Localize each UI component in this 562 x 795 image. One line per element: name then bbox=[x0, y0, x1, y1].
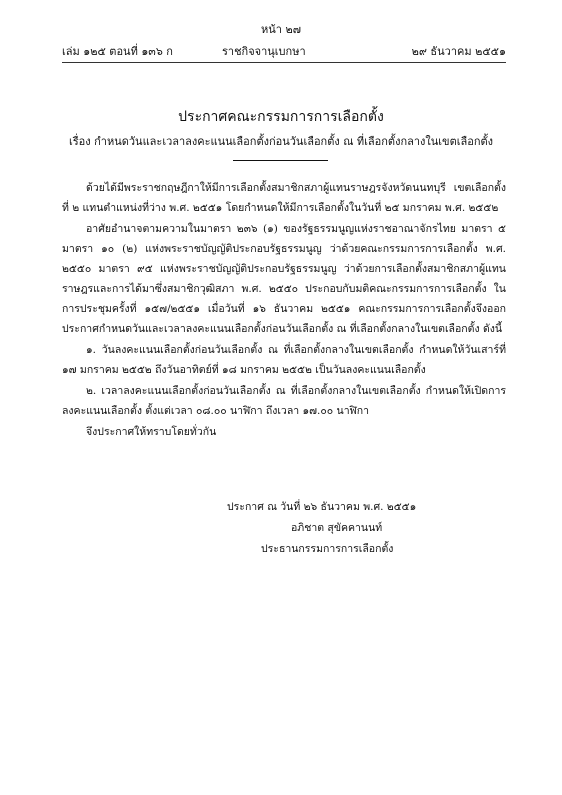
header-rule bbox=[62, 62, 506, 63]
signer-position: ประธานกรรมการการเลือกตั้ง bbox=[261, 543, 394, 555]
page-number: หน้า ๒๗ bbox=[261, 23, 301, 36]
announcement-subject: เรื่อง กำหนดวันและเวลาลงคะแนนเลือกตั้งก่อนวันเลือกตั้ง ณ ที่เลือกตั้งกลางในเขตเลือกตั้ง bbox=[68, 135, 493, 148]
gazette-name: ราชกิจจานุเบกษา bbox=[222, 45, 306, 58]
announced-date: ประกาศ ณ วันที่ ๒๖ ธันวาคม พ.ศ. ๒๕๕๑ bbox=[227, 501, 417, 513]
publication-date: ๒๙ ธันวาคม ๒๕๕๑ bbox=[411, 45, 506, 58]
paragraph-closing: จึงประกาศให้ทราบโดยทั่วกัน bbox=[86, 426, 217, 438]
paragraph-authority: อาศัยอำนาจตามความในมาตรา ๒๓๖ (๑) ของรัฐธรรมนูญแห่งราชอาณาจักรไทย มาตรา ๕ มาตรา ๑๐ (๒) แห่งพระราชบัญญัติประกอบรัฐธรรมนูญ ว่าด้วยคณะกรรมการการเลือกตั้ง พ.ศ. ๒๕๕๐ มาตรา ๙๕ แห่งพระราชบัญญัติประกอบรัฐธรรมนูญ ว่าด้วยการเลือกตั้งสมาชิกสภาผู้แทนราษฎรและการได้มาซึ่งสมาชิกวุฒิสภา พ.ศ. ๒๕๕๐ ประกอบกับมติคณะกรรมการการเลือกตั้ง ในการประชุมครั้งที่ ๑๕๗/๒๕๕๑ เมื่อวันที่ ๑๖ ธันวาคม ๒๕๕๑ คณะกรรมการการเลือกตั้งจึงออกประกาศกำหนดวันและเวลาลงคะแนนเลือกตั้งก่อนวันเลือกตั้ง ณ ที่เลือกตั้งกลางในเขตเลือกตั้ง ดังนี้ bbox=[62, 223, 506, 335]
signer-name: อภิชาต สุขัคคานนท์ bbox=[291, 522, 383, 534]
gazette-header bbox=[62, 44, 506, 60]
paragraph-item-1: ๑. วันลงคะแนนเลือกตั้งก่อนวันเลือกตั้ง ณ ที่เลือกตั้งกลางในเขตเลือกตั้ง กำหนดให้วันเสาร์ที่ ๑๗ มกราคม ๒๕๕๒ ถึงวันอาทิตย์ที่ ๑๘ มกราคม ๒๕๕๒ เป็นวันลงคะแนนเลือกตั้ง bbox=[62, 344, 506, 376]
paragraph-item-2: ๒. เวลาลงคะแนนเลือกตั้งก่อนวันเลือกตั้ง ณ ที่เลือกตั้งกลางในเขตเลือกตั้ง กำหนดให้เปิดการลงคะแนนเลือกตั้ง ตั้งแต่เวลา ๐๘.๐๐ นาฬิกา ถึงเวลา ๑๗.๐๐ นาฬิกา bbox=[62, 385, 506, 417]
signature-block bbox=[227, 497, 507, 560]
announcement-body bbox=[62, 178, 506, 443]
title-divider bbox=[233, 160, 328, 161]
paragraph-intro: ด้วยได้มีพระราชกฤษฎีกาให้มีการเลือกตั้งสมาชิกสภาผู้แทนราษฎรจังหวัดนนทบุรี เขตเลือกตั้งที่ ๒ แทนตำแหน่งที่ว่าง พ.ศ. ๒๕๕๑ โดยกำหนดให้มีการเลือกตั้งในวันที่ ๒๕ มกราคม พ.ศ. ๒๕๕๒ bbox=[62, 182, 506, 214]
volume-issue: เล่ม ๑๒๕ ตอนที่ ๑๓๖ ก bbox=[62, 45, 173, 58]
announcement-title: ประกาศคณะกรรมการการเลือกตั้ง bbox=[178, 109, 384, 125]
